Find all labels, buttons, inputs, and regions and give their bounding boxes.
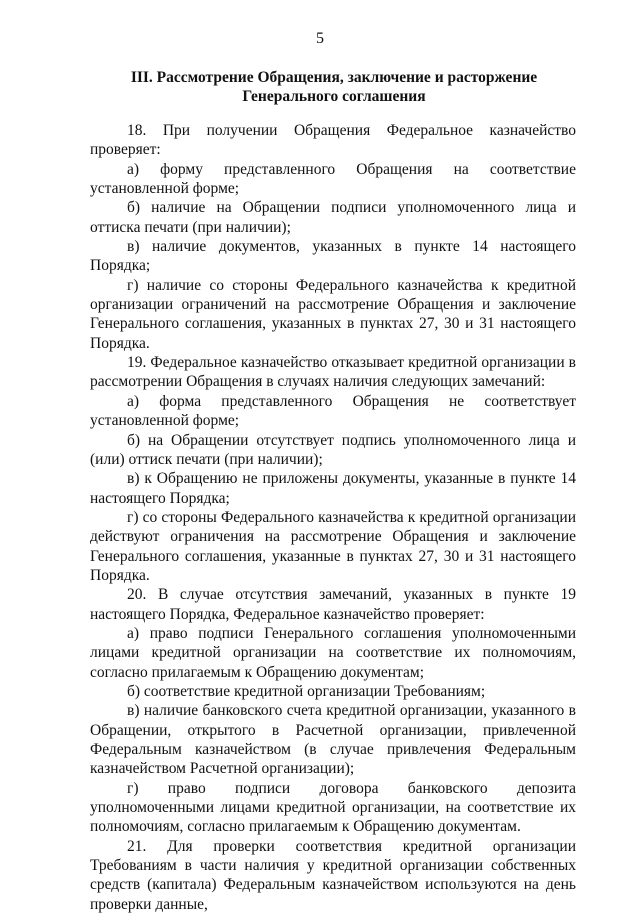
paragraph-20b: б) соответствие кредитной организации Требованиям; <box>127 682 486 700</box>
paragraph-19b: б) на Обращении отсутствует подпись уполномоченного лица и (или) оттиск печати (при наличии); <box>90 431 576 468</box>
paragraph-21: 21. Для проверки соответствия кредитной организации Требованиям в части наличия у кредитной организации собственных средств (капитала) Федеральным казначейством используются на день проверки данные, <box>90 837 576 913</box>
paragraph-18a: а) форму представленного Обращения на соответствие установленной форме; <box>90 160 576 198</box>
paragraph-19a: а) форма представленного Обращения не соответствует установленной форме; <box>90 392 576 430</box>
page-number: 5 <box>316 30 324 47</box>
document-body <box>90 121 576 914</box>
paragraph-18c: в) наличие документов, указанных в пункте 14 настоящего Порядка; <box>90 238 576 275</box>
paragraph-18: 18. При получении Обращения Федеральное казначейство проверяет: <box>90 122 576 159</box>
section-heading-line-2: Генерального соглашения <box>242 88 426 105</box>
paragraph-18b: б) наличие на Обращении подписи уполномоченного лица и оттиска печати (при наличии); <box>90 199 576 236</box>
paragraph-20a: а) право подписи Генерального соглашения уполномоченными лицами кредитной организации на соответствие их полномочиям, согласно прилагаемым к Обращению документам; <box>90 624 576 681</box>
paragraph-19c: в) к Обращению не приложены документы, указанные в пункте 14 настоящего Порядка; <box>90 470 576 507</box>
paragraph-19d: г) со стороны Федерального казначейства к кредитной организации действуют ограничения на рассмотрение Обращения и заключение Генерального соглашения, указанные в пунктах 27, 30 и 31 настоящего Порядка. <box>90 508 576 584</box>
section-heading <box>100 68 568 106</box>
section-heading-line-1: III. Рассмотрение Обращения, заключение и расторжение <box>130 69 538 86</box>
paragraph-20d: г) право подписи договора банковского депозита уполномоченными лицами кредитной организации, на соответствие их полномочиям, согласно прилагаемым к Обращению документам. <box>90 779 576 836</box>
paragraph-18d: г) наличие со стороны Федерального казначейства к кредитной организации ограничений на рассмотрение Обращения и заключение Генерального соглашения, указанных в пунктах 27, 30 и 31 настоящего Порядка. <box>90 276 576 352</box>
paragraph-19: 19. Федеральное казначейство отказывает кредитной организации в рассмотрении Обращения в случаях наличия следующих замечаний: <box>90 354 576 391</box>
paragraph-20c: в) наличие банковского счета кредитной организации, указанного в Обращении, открытого в Расчетной организации, привлеченной Федеральным казначейством (в случае привлечения Федеральным казначейством Расчетной организации); <box>90 702 576 778</box>
paragraph-20: 20. В случае отсутствия замечаний, указанных в пункте 19 настоящего Порядка, Федеральное казначейство проверяет: <box>90 586 576 623</box>
